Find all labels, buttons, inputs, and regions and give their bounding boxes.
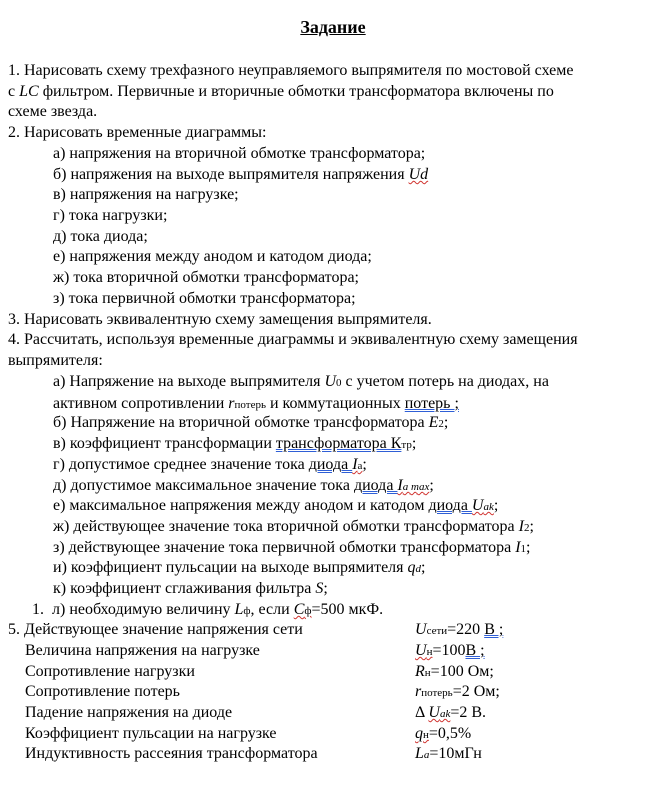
item-2-g: ж) тока вторичной обмотки трансформатора; xyxy=(53,269,359,286)
item-4-d xyxy=(53,455,643,477)
item-4-e xyxy=(53,476,643,498)
param-value xyxy=(415,703,486,725)
param-symbol: U xyxy=(428,704,440,721)
param-amount: =100 Ом; xyxy=(430,663,494,680)
param-label: Коэффициент пульсации на нагрузке xyxy=(25,725,277,742)
item-4-line-2: выпрямителя: xyxy=(8,351,103,369)
item-4-e-underlined: диода xyxy=(353,477,398,494)
item-4-f-text: е) максимальное напряжения между анодом и катодом xyxy=(53,497,429,514)
item-4-h xyxy=(53,538,643,560)
u0-subscript: 0 xyxy=(336,377,342,389)
param-symbol: U xyxy=(415,621,427,638)
param-subscript: сети xyxy=(426,625,448,637)
param-value xyxy=(415,620,503,642)
item-2-d: г) тока нагрузки; xyxy=(53,207,168,224)
param-value xyxy=(415,662,494,684)
item-4-c-text: в) коэффициент трансформации xyxy=(53,435,276,452)
param-subscript: ak xyxy=(439,708,451,720)
lf-subscript: ф xyxy=(243,605,251,617)
uak-symbol: U xyxy=(471,497,484,514)
param-value xyxy=(415,641,485,663)
task-item-1 xyxy=(8,61,642,123)
item-4-d-end: ; xyxy=(362,456,367,473)
e2-symbol: E xyxy=(428,414,439,431)
s-symbol: S xyxy=(315,580,324,597)
item-4-a-mid: и коммутационных xyxy=(265,394,405,412)
param-amount: =10мГн xyxy=(429,745,482,762)
param-symbol: r xyxy=(415,683,422,700)
param-row-loss-resistance xyxy=(25,682,645,703)
param-row-leakage-inductance xyxy=(25,744,645,765)
param-row-diode-drop xyxy=(25,703,645,724)
iamax-symbol: I xyxy=(397,477,403,494)
item-4-b-end: ; xyxy=(443,414,449,431)
item-4-b xyxy=(53,413,643,435)
item-1-line-1: 1. Нарисовать схему трехфазного неуправляемого выпрямителя по мостовой схеме xyxy=(8,62,574,79)
r-loss-symbol: r xyxy=(228,394,235,412)
ud-symbol: Ud xyxy=(408,166,429,183)
param-subscript: потерь xyxy=(421,687,453,699)
ia-symbol: I xyxy=(352,456,358,473)
item-2-b-text: б) напряжения на выходе выпрямителя напряжения xyxy=(53,166,409,183)
param-value xyxy=(415,744,482,766)
item-4-g xyxy=(53,517,643,539)
item-4-l-end: =500 мкФ. xyxy=(311,601,384,618)
cf-subscript: ф xyxy=(304,605,312,617)
item-4-a-text: а) Напряжение на выходе выпрямителя xyxy=(53,373,325,390)
item-4-a-underlined: потерь ; xyxy=(404,394,459,412)
ktr-subscript: тр xyxy=(401,439,412,451)
item-4-k-text: к) коэффициент сглаживания фильтра xyxy=(53,580,316,597)
item-2-heading: 2. Нарисовать временные диаграммы: xyxy=(8,124,267,141)
e2-subscript: 2 xyxy=(438,418,444,430)
item-4-d-underlined: диода xyxy=(308,456,353,473)
item-4-k-end: ; xyxy=(323,580,328,597)
param-amount: =2 Ом; xyxy=(452,683,500,700)
param-label: Величина напряжения на нагрузке xyxy=(25,642,260,659)
r-loss-subscript: потерь xyxy=(234,398,266,411)
param-row-load-resistance xyxy=(25,662,645,683)
item-2-e: д) тока диода; xyxy=(53,228,148,245)
item-4-f-underlined: диода xyxy=(428,497,472,514)
param-row-ripple-coefficient xyxy=(25,724,645,745)
item-4-g-end: ; xyxy=(529,518,534,535)
param-value xyxy=(415,682,500,704)
param-amount: =220 xyxy=(447,621,485,638)
param-unit: В ; xyxy=(465,642,485,659)
uak-subscript: ak xyxy=(483,501,494,513)
item-4-heading xyxy=(8,330,642,371)
param-amount: =2 В. xyxy=(450,704,487,721)
item-1-line-3: схеме звезда. xyxy=(8,103,98,121)
item-4-b-text: б) Напряжение на вторичной обмотке трансформатора xyxy=(53,414,429,431)
param-label: Сопротивление потерь xyxy=(25,683,180,700)
item-4-c-end: ; xyxy=(411,435,417,452)
item-2-a: а) напряжения на вторичной обмотке трансформатора; xyxy=(53,145,426,162)
item-1-line-2-start: с xyxy=(8,82,20,100)
item-4-e-text: д) допустимое максимальное значение тока xyxy=(53,477,354,494)
item-4-a xyxy=(53,372,643,415)
item-4-f xyxy=(53,496,643,518)
qd-symbol: q xyxy=(407,559,416,576)
item-4-i-end: ; xyxy=(421,559,426,576)
param-label: Падение напряжения на диоде xyxy=(25,704,233,721)
qd-subscript: d xyxy=(415,563,422,575)
item-4-e-end: ; xyxy=(429,477,434,494)
param-amount: =0,5% xyxy=(428,725,472,742)
item-4-d-text: г) допустимое среднее значение тока xyxy=(53,456,309,473)
param-symbol: R xyxy=(415,663,425,680)
param-value xyxy=(415,724,471,746)
document-title: Задание xyxy=(300,17,366,37)
ia-subscript: а xyxy=(357,460,363,472)
item-3: 3. Нарисовать эквивалентную схему замещения выпрямителя. xyxy=(8,311,432,328)
iamax-subscript: а max xyxy=(402,481,430,493)
param-label: Сопротивление нагрузки xyxy=(25,663,195,680)
param-subscript: н xyxy=(424,667,431,679)
item-4-line-1: 4. Рассчитать, используя временные диаграммы и эквивалентную схему замещения xyxy=(8,331,578,348)
item-2-c: в) напряжения на нагрузке; xyxy=(53,186,239,203)
i2-subscript: 2 xyxy=(523,522,530,534)
i1-subscript: 1 xyxy=(520,543,527,555)
param-subscript: н xyxy=(423,729,429,741)
delta-symbol: Δ xyxy=(415,704,429,721)
item-4-l-number: 1. xyxy=(32,601,44,618)
item-2-f: е) напряжения между анодом и катодом диода; xyxy=(53,248,372,265)
item-4-l xyxy=(32,600,383,622)
i1-symbol: I xyxy=(515,539,521,556)
param-row-network-voltage xyxy=(8,620,628,641)
item-4-c-underlined: трансформатора К xyxy=(275,435,402,452)
item-4-c xyxy=(53,434,643,456)
item-4-h-end: ; xyxy=(526,539,531,556)
item-4-l-mid: , если xyxy=(250,601,294,618)
item-4-l-text: л) необходимую величину xyxy=(52,601,235,618)
item-4-i xyxy=(53,558,643,580)
param-subscript: н xyxy=(426,646,433,658)
item-4-h-text: з) действующее значение тока первичной обмотки трансформатора xyxy=(53,539,516,556)
item-2-h: з) тока первичной обмотки трансформатора; xyxy=(53,290,356,307)
param-amount: =100 xyxy=(432,642,466,659)
param-subscript: a xyxy=(423,749,430,761)
param-label: 5. Действующее значение напряжения сети xyxy=(8,621,303,638)
item-4-f-end: ; xyxy=(493,497,499,514)
param-symbol: q xyxy=(415,725,423,742)
param-symbol: L xyxy=(415,745,424,762)
item-4-a-line2: активном сопротивлении xyxy=(53,394,229,412)
item-2-b xyxy=(53,165,643,186)
param-unit: В ; xyxy=(484,621,504,638)
item-4-i-text: и) коэффициент пульсации на выходе выпрямителя xyxy=(53,559,408,576)
param-symbol: U xyxy=(415,642,427,659)
cf-symbol: С xyxy=(293,601,305,618)
lf-symbol: L xyxy=(234,601,244,618)
item-4-a-rest: с учетом потерь на диодах, на xyxy=(341,373,549,390)
i2-symbol: I xyxy=(518,518,524,535)
param-row-load-voltage xyxy=(25,641,645,662)
item-4-k xyxy=(53,579,643,600)
u0-symbol: U xyxy=(324,373,337,390)
item-1-line-2-end: фильтром. Первичные и вторичные обмотки трансформатора включены по xyxy=(38,82,554,100)
param-label: Индуктивность рассеяния трансформатора xyxy=(25,745,318,762)
item-4-g-text: ж) действующее значение тока вторичной обмотки трансформатора xyxy=(53,518,519,535)
lc-symbol: LC xyxy=(19,82,39,100)
